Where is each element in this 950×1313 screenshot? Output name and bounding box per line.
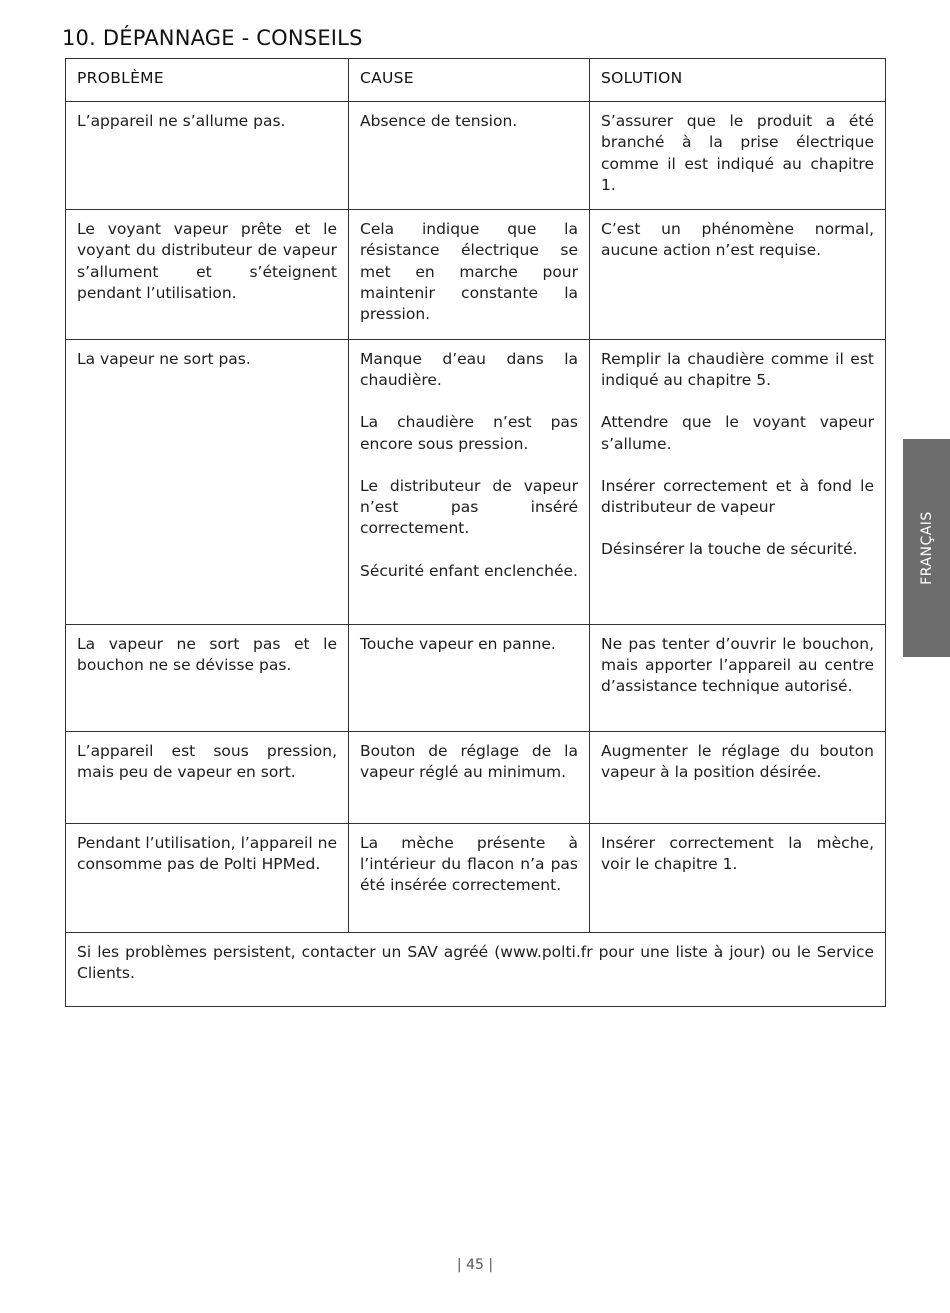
header-solution: SOLUTION <box>590 59 886 102</box>
cause-text: La chaudière n’est pas encore sous pression. <box>360 413 578 453</box>
problem-cell: Le voyant vapeur prête et le voyant du distributeur de vapeur s’allument et s’éteignent pendant l’utilisation. <box>66 210 349 339</box>
cause-text: Touche vapeur en panne. <box>360 634 556 653</box>
cause-text: Bouton de réglage de la vapeur réglé au minimum. <box>360 741 578 781</box>
header-problem: PROBLÈME <box>66 59 349 102</box>
table-row <box>66 210 886 339</box>
cause-cell <box>349 624 590 731</box>
solution-text: C’est un phénomène normal, aucune action n’est requise. <box>601 220 874 260</box>
solution-cell <box>590 624 886 731</box>
solution-text: S’assurer que le produit a été branché à la prise électrique comme il est indiqué au chapitre 1. <box>601 112 874 194</box>
page-title: 10. DÉPANNAGE - CONSEILS <box>62 26 363 50</box>
footer-note-text: Si les problèmes persistent, contacter un SAV agréé (www.polti.fr pour une liste à jour) ou le Service Clients. <box>77 942 874 982</box>
solution-cell <box>590 823 886 932</box>
solution-text: Insérer correctement et à fond le distributeur de vapeur <box>601 476 874 517</box>
solution-text: Ne pas tenter d’ouvrir le bouchon, mais apporter l’appareil au centre d’assistance technique autorisé. <box>601 634 874 696</box>
solution-cell <box>590 339 886 624</box>
solution-cell <box>590 210 886 339</box>
table-footer-row <box>66 932 886 1007</box>
cause-cell <box>349 102 590 210</box>
cause-text: Cela indique que la résistance électrique se met en marche pour maintenir constante la pression. <box>360 220 578 324</box>
cause-cell <box>349 210 590 339</box>
problem-cell: La vapeur ne sort pas. <box>66 339 349 624</box>
solution-cell <box>590 731 886 823</box>
problem-cell: La vapeur ne sort pas et le bouchon ne se dévisse pas. <box>66 624 349 731</box>
problem-cell: Pendant l’utilisation, l’appareil ne consomme pas de Polti HPMed. <box>66 823 349 932</box>
cause-cell <box>349 823 590 932</box>
table-row <box>66 731 886 823</box>
cause-cell <box>349 731 590 823</box>
cause-text: Sécurité enfant enclenchée. <box>360 561 578 580</box>
cause-text: Absence de tension. <box>360 112 518 130</box>
header-cause: CAUSE <box>349 59 590 102</box>
cause-text: Le distributeur de vapeur n’est pas inséré correctement. <box>360 476 578 538</box>
troubleshooting-table <box>65 58 886 1007</box>
solution-cell <box>590 102 886 210</box>
cause-cell <box>349 339 590 624</box>
problem-cell: L’appareil ne s’allume pas. <box>66 102 349 210</box>
table-row <box>66 102 886 210</box>
problem-cell: L’appareil est sous pression, mais peu de vapeur en sort. <box>66 731 349 823</box>
page-number: | 45 | <box>456 1257 494 1273</box>
table-header-row <box>66 59 886 102</box>
table-row <box>66 339 886 624</box>
solution-text: Désinsérer la touche de sécurité. <box>601 540 858 559</box>
language-side-tab <box>903 439 950 657</box>
solution-text: Remplir la chaudière comme il est indiqué au chapitre 5. <box>601 349 874 389</box>
cause-text: La mèche présente à l’intérieur du flacon n’a pas été insérée correctement. <box>360 833 578 895</box>
solution-text: Insérer correctement la mèche, voir le chapitre 1. <box>601 833 874 873</box>
table-row <box>66 624 886 731</box>
cause-text: Manque d’eau dans la chaudière. <box>360 349 578 389</box>
solution-text: Augmenter le réglage du bouton vapeur à la position désirée. <box>601 741 874 781</box>
footer-note <box>66 932 886 1007</box>
solution-text: Attendre que le voyant vapeur s’allume. <box>601 413 874 453</box>
table-row <box>66 823 886 932</box>
language-tab-label: FRANÇAIS <box>918 511 935 585</box>
